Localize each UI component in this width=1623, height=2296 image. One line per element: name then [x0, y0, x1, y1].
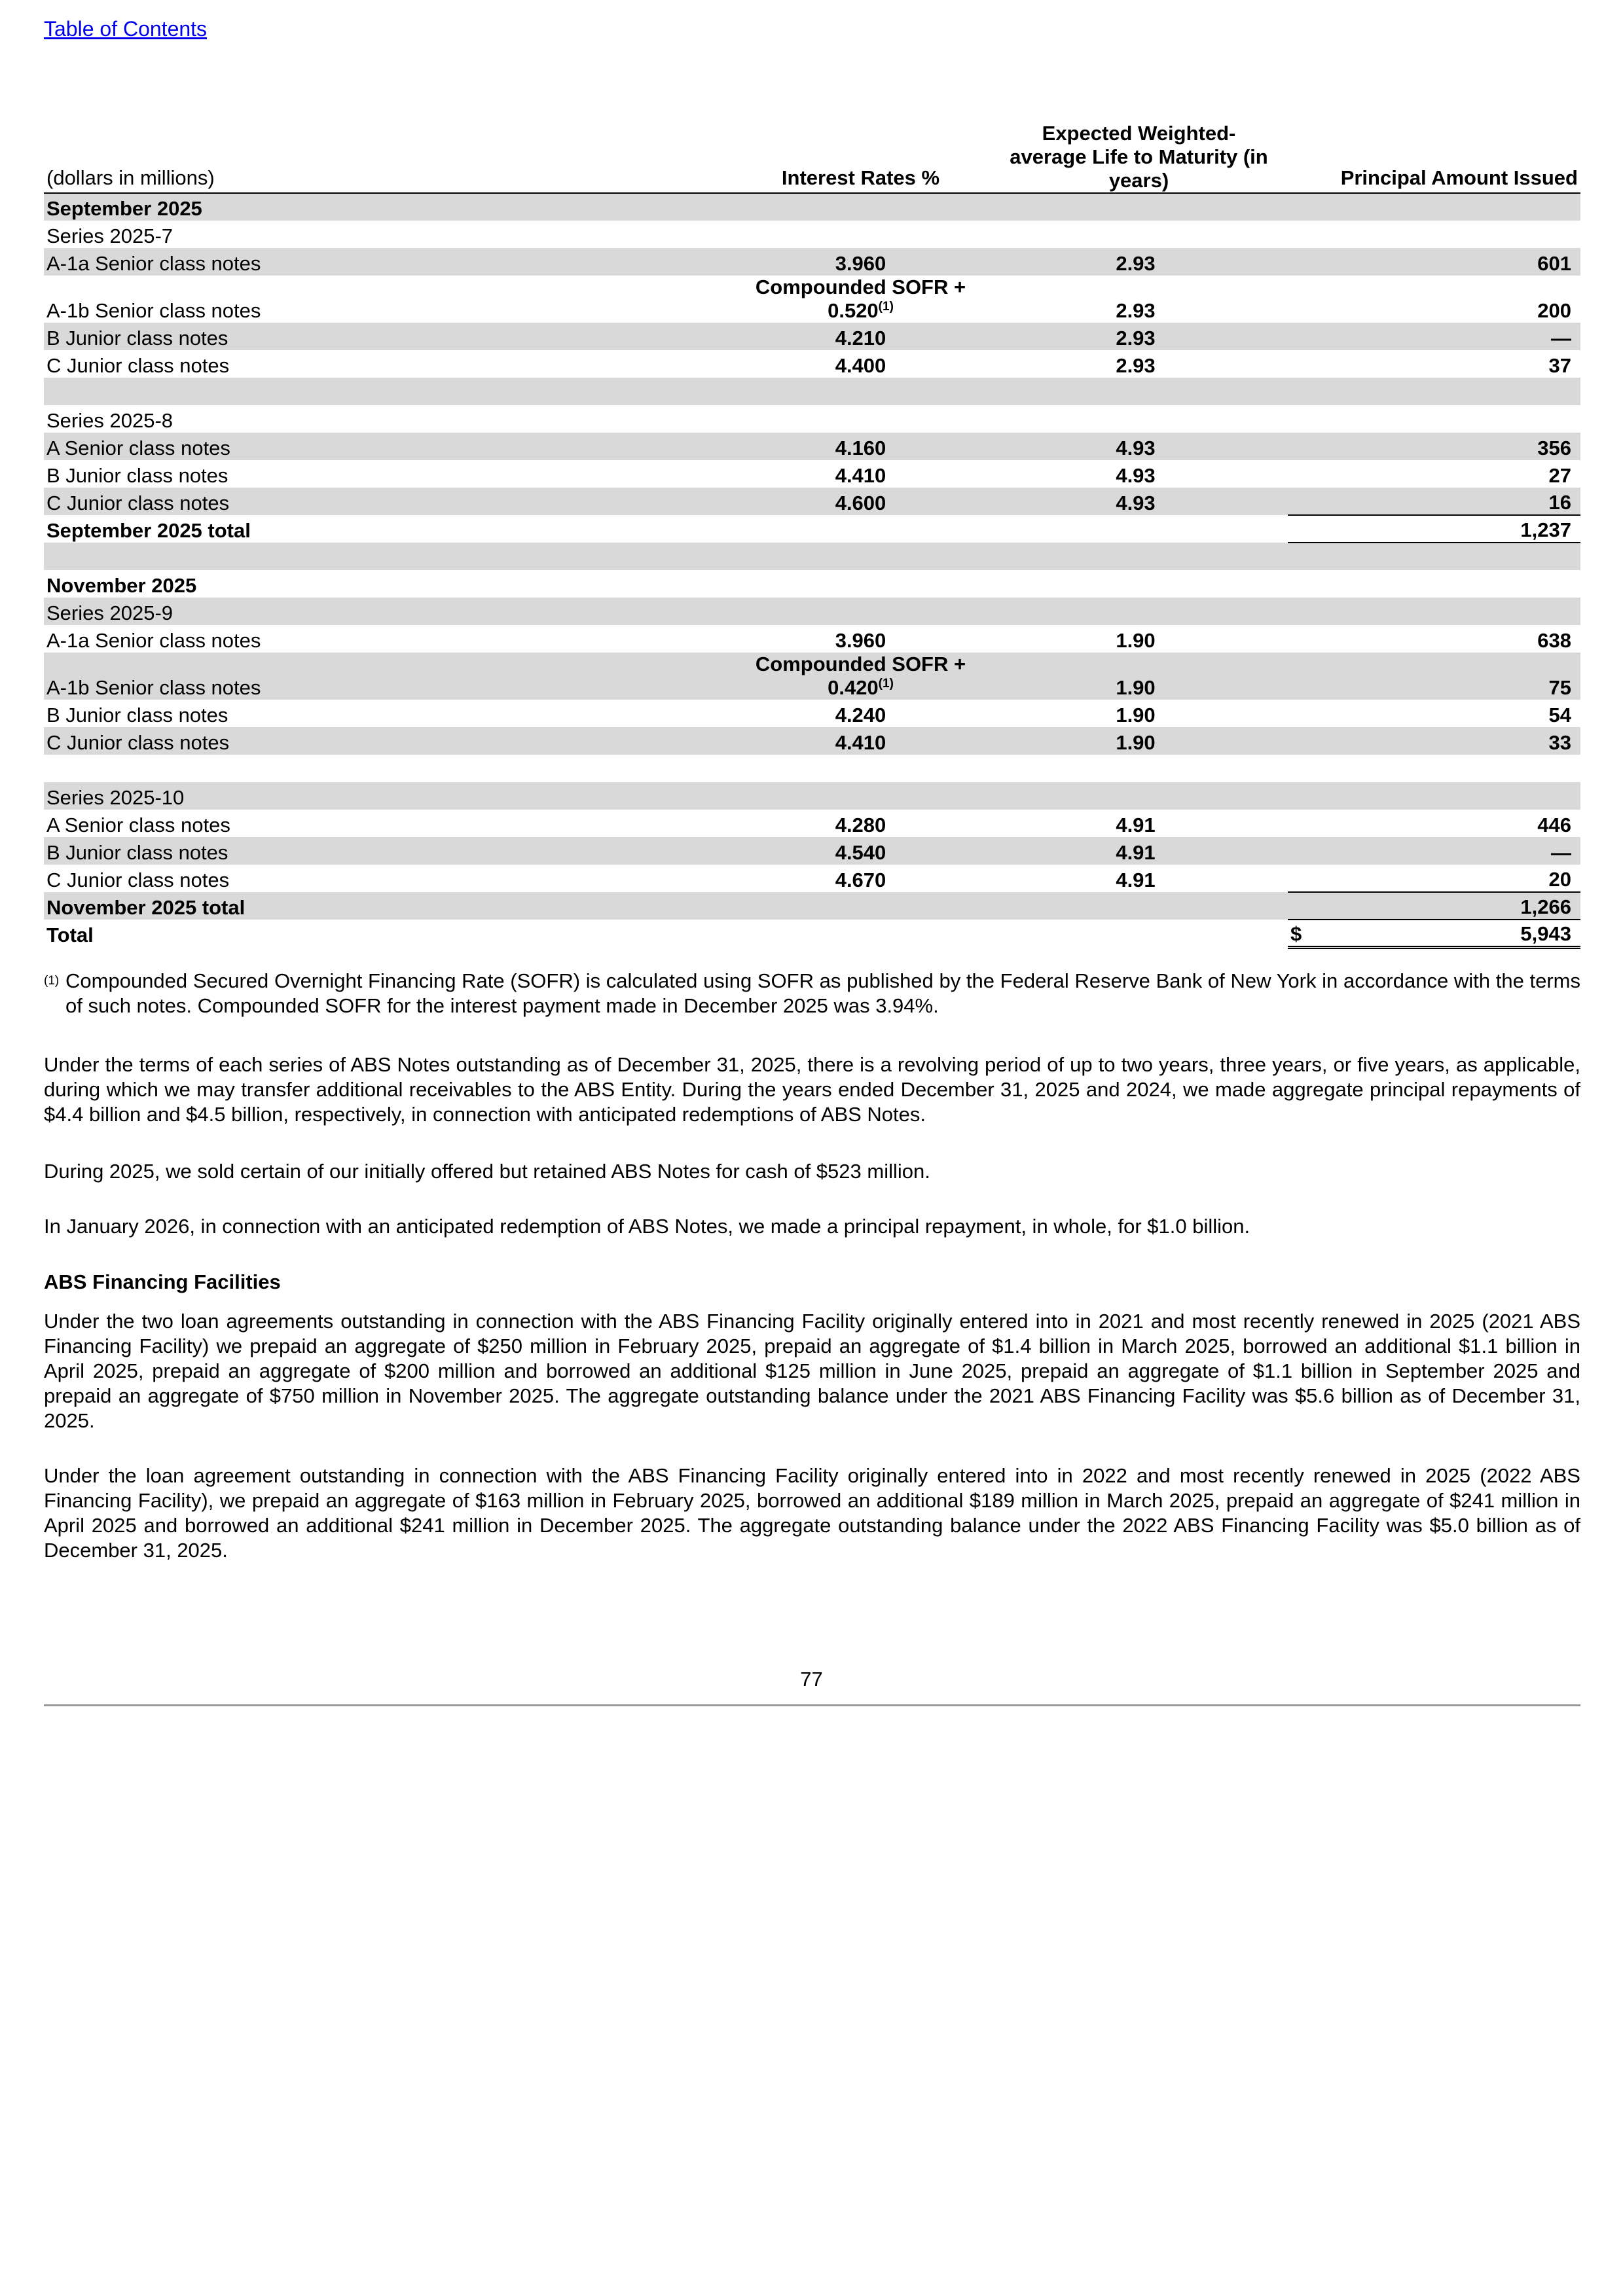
series-label: Series 2025-8: [46, 409, 173, 432]
section-heading-abs-financing: ABS Financing Facilities: [44, 1270, 281, 1293]
section-row: [44, 193, 1580, 221]
empty-cell: [990, 193, 1288, 221]
interest-rate-cell: 3.960: [835, 629, 886, 652]
empty-cell: [990, 515, 1288, 543]
col-header-label: (dollars in millions): [44, 122, 738, 193]
col-header-principal: Principal Amount Issued: [1288, 122, 1580, 193]
empty-cell: [990, 598, 1288, 625]
table-row: [44, 810, 1580, 837]
note-class-label: A Senior class notes: [46, 814, 230, 836]
weighted-life-cell: 2.93: [990, 323, 1288, 350]
weighted-life-cell: 2.93: [1116, 299, 1156, 322]
interest-rate-basis: Compounded SOFR +: [755, 276, 966, 298]
spacer-cell: [990, 755, 1288, 782]
section-row: [44, 570, 1580, 598]
interest-rate-cell: [738, 653, 990, 700]
weighted-life-cell: 4.93: [990, 433, 1288, 460]
note-class-label: A Senior class notes: [44, 433, 738, 460]
spacer-cell: [738, 755, 990, 782]
spacer-cell: [1288, 755, 1580, 782]
interest-rate-cell: 4.600: [738, 488, 990, 515]
footer-rule: [44, 1704, 1580, 1706]
weighted-life-cell: 1.90: [990, 727, 1288, 755]
table-header-row: [44, 122, 1580, 193]
empty-cell: [1288, 193, 1580, 221]
spacer-cell: [990, 378, 1288, 405]
series-label: Series 2025-9: [44, 598, 738, 625]
table-row: [44, 276, 1580, 323]
table-row: [44, 837, 1580, 865]
empty-cell: [738, 515, 990, 543]
weighted-life-cell: 4.91: [1116, 814, 1156, 836]
principal-amount-cell: 638: [1537, 629, 1571, 652]
interest-rate-cell: 4.160: [738, 433, 990, 460]
empty-cell: [990, 570, 1288, 598]
col-header-interest-rate: Interest Rates %: [738, 122, 990, 193]
spacer-cell: [738, 543, 990, 570]
abs-notes-table: [44, 122, 1580, 949]
note-class-label: B Junior class notes: [44, 837, 738, 865]
series-row: [44, 405, 1580, 433]
total-amount-cell: [1288, 920, 1580, 947]
table-row: [44, 350, 1580, 378]
spacer-cell: [738, 378, 990, 405]
interest-rate-cell: 4.410: [835, 464, 886, 487]
table-row: [44, 460, 1580, 488]
principal-amount-cell: 356: [1288, 433, 1580, 460]
interest-rate-cell: 4.240: [835, 704, 886, 726]
note-class-label: B Junior class notes: [46, 704, 228, 726]
empty-cell: [990, 782, 1288, 810]
total-label: Total: [46, 924, 94, 946]
interest-rate-cell: [738, 276, 990, 323]
empty-cell: [1288, 221, 1580, 248]
empty-cell: [990, 920, 1288, 947]
principal-amount-cell: 33: [1288, 727, 1580, 755]
spacer-row: [44, 378, 1580, 405]
footnote: [44, 969, 1580, 1018]
subtotal-label: September 2025 total: [46, 519, 251, 542]
note-class-label: C Junior class notes: [46, 354, 230, 377]
principal-amount-cell: 27: [1548, 464, 1571, 487]
interest-rate-cell: 4.400: [835, 354, 886, 377]
empty-cell: [738, 405, 990, 433]
spacer-cell: [44, 378, 738, 405]
empty-cell: [738, 782, 990, 810]
interest-rate-value: 0.520: [828, 299, 879, 322]
spacer-cell: [44, 755, 738, 782]
interest-rate-cell: 4.410: [738, 727, 990, 755]
empty-cell: [738, 193, 990, 221]
note-class-label: C Junior class notes: [44, 488, 738, 515]
empty-cell: [738, 570, 990, 598]
weighted-life-cell: 4.93: [990, 488, 1288, 515]
interest-rate-value: 0.420: [828, 676, 879, 699]
subtotal-row: [44, 515, 1580, 543]
subtotal-amount: 1,266: [1288, 892, 1580, 920]
table-row: [44, 323, 1580, 350]
empty-cell: [990, 405, 1288, 433]
empty-cell: [1288, 598, 1580, 625]
principal-amount-cell: 20: [1548, 868, 1571, 891]
note-class-label: A-1a Senior class notes: [44, 248, 738, 276]
table-row: [44, 727, 1580, 755]
paragraph-january-repayment: In January 2026, in connection with an anticipated redemption of ABS Notes, we made a principal repayment, in whole, for $1.0 billion.: [44, 1215, 1250, 1238]
empty-cell: [1288, 782, 1580, 810]
empty-cell: [1288, 405, 1580, 433]
empty-cell: [1288, 570, 1580, 598]
paragraph-2022-facility: Under the loan agreement outstanding in connection with the ABS Financing Facility originally entered into in 2022 and most recently renewed in 2025 (2022 ABS Financing Facility), we prepaid an aggregate of $163 million in February 2025, borrowed an additional $189 million in March 2025, prepaid an aggregate of $241 million in April 2025 and borrowed an additional $241 million in December 2025. The aggregate outstanding balance under the 2022 ABS Financing Facility was $5.0 billion as of December 31, 2025.: [44, 1464, 1580, 1562]
table-row: [44, 865, 1580, 892]
principal-amount-cell: 446: [1537, 814, 1571, 836]
principal-amount-cell: 37: [1548, 354, 1571, 377]
series-label: Series 2025-7: [46, 224, 173, 247]
weighted-life-cell: 4.91: [990, 837, 1288, 865]
principal-amount-cell: 200: [1537, 299, 1571, 322]
page-number: 77: [800, 1668, 823, 1691]
interest-rate-cell: 4.280: [835, 814, 886, 836]
footnote-ref: (1): [878, 677, 894, 691]
spacer-row: [44, 543, 1580, 570]
weighted-life-cell: 1.90: [990, 653, 1288, 700]
interest-rate-spread: [740, 676, 981, 700]
spacer-row: [44, 755, 1580, 782]
col-header-weighted-life: Expected Weighted-average Life to Maturity (in years): [990, 122, 1288, 193]
footnote-marker: (1): [44, 974, 60, 988]
table-of-contents-link[interactable]: Table of Contents: [44, 17, 208, 41]
spacer-cell: [1288, 378, 1580, 405]
principal-amount-cell: —: [1288, 323, 1580, 350]
interest-rate-spread: [740, 299, 981, 323]
interest-rate-basis: Compounded SOFR +: [755, 653, 966, 675]
table-row: [44, 488, 1580, 515]
empty-cell: [990, 221, 1288, 248]
interest-rate-cell: 4.540: [738, 837, 990, 865]
principal-amount-cell: 16: [1288, 488, 1580, 515]
series-row: [44, 598, 1580, 625]
principal-amount-cell: 54: [1548, 704, 1571, 726]
interest-rate-cell: 3.960: [738, 248, 990, 276]
series-row: [44, 782, 1580, 810]
paragraph-revolving-period: Under the terms of each series of ABS Notes outstanding as of December 31, 2025, there is a revolving period of up to two years, three years, or five years, as applicable, during which we may transfer additional receivables to the ABS Entity. During the years ended December 31, 2025 and 2024, we made aggregate principal repayments of $4.4 billion and $4.5 billion, respectively, in connection with anticipated redemptions of ABS Notes.: [44, 1053, 1580, 1126]
table-row: [44, 248, 1580, 276]
weighted-life-cell: 1.90: [1116, 629, 1156, 652]
subtotal-label: November 2025 total: [44, 892, 738, 920]
currency-symbol: $: [1290, 922, 1302, 945]
empty-cell: [738, 920, 990, 947]
interest-rate-cell: 4.670: [835, 869, 886, 891]
spacer-cell: [990, 543, 1288, 570]
empty-cell: [738, 892, 990, 920]
table-row: [44, 700, 1580, 727]
table-row: [44, 653, 1580, 700]
note-class-label: A-1b Senior class notes: [46, 299, 261, 322]
subtotal-amount: 1,237: [1288, 515, 1580, 543]
table-body: [44, 193, 1580, 947]
section-label: November 2025: [46, 574, 197, 597]
table-row: [44, 625, 1580, 653]
subtotal-row: [44, 892, 1580, 920]
paragraph-retained-notes-sale: During 2025, we sold certain of our initially offered but retained ABS Notes for cash of $523 million.: [44, 1160, 930, 1183]
note-class-label: C Junior class notes: [46, 869, 230, 891]
weighted-life-cell: 2.93: [1116, 354, 1156, 377]
note-class-label: A-1b Senior class notes: [44, 653, 738, 700]
series-row: [44, 221, 1580, 248]
spacer-cell: [1288, 543, 1580, 570]
series-label: Series 2025-10: [44, 782, 738, 810]
interest-rate-cell: 4.210: [738, 323, 990, 350]
spacer-cell: [44, 543, 738, 570]
weighted-life-cell: 2.93: [990, 248, 1288, 276]
note-class-label: C Junior class notes: [44, 727, 738, 755]
note-class-label: B Junior class notes: [46, 464, 228, 487]
principal-amount-cell: 601: [1288, 248, 1580, 276]
table-row: [44, 433, 1580, 460]
empty-cell: [990, 892, 1288, 920]
note-class-label: B Junior class notes: [44, 323, 738, 350]
weighted-life-cell: 1.90: [1116, 704, 1156, 726]
principal-amount-cell: —: [1288, 837, 1580, 865]
paragraph-2021-facility: Under the two loan agreements outstanding in connection with the ABS Financing Facility originally entered into in 2021 and most recently renewed in 2025 (2021 ABS Financing Facility) we prepaid an aggregate of $250 million in February 2025, prepaid an aggregate of $1.4 billion in March 2025, borrowed an additional $1.1 billion in April 2025, prepaid an aggregate of $200 million and borrowed an additional $125 million in June 2025, prepaid an aggregate of $1.1 billion in September 2025 and prepaid an aggregate of $750 million in November 2025. The aggregate outstanding balance under the 2021 ABS Financing Facility was $5.6 billion as of December 31, 2025.: [44, 1310, 1580, 1432]
weighted-life-cell: 4.91: [1116, 869, 1156, 891]
footnote-text: Compounded Secured Overnight Financing Rate (SOFR) is calculated using SOFR as published by the Federal Reserve Bank of New York in accordance with the terms of such notes. Compounded SOFR for the interest payment made in December 2025 was 3.94%.: [65, 969, 1580, 1017]
total-row: [44, 920, 1580, 947]
principal-amount-cell: 75: [1288, 653, 1580, 700]
note-class-label: A-1a Senior class notes: [46, 629, 261, 652]
weighted-life-cell: 4.93: [1116, 464, 1156, 487]
empty-cell: [738, 598, 990, 625]
footnote-ref: (1): [878, 300, 894, 314]
empty-cell: [738, 221, 990, 248]
section-label: September 2025: [44, 193, 738, 221]
total-amount: 5,943: [1520, 922, 1571, 945]
